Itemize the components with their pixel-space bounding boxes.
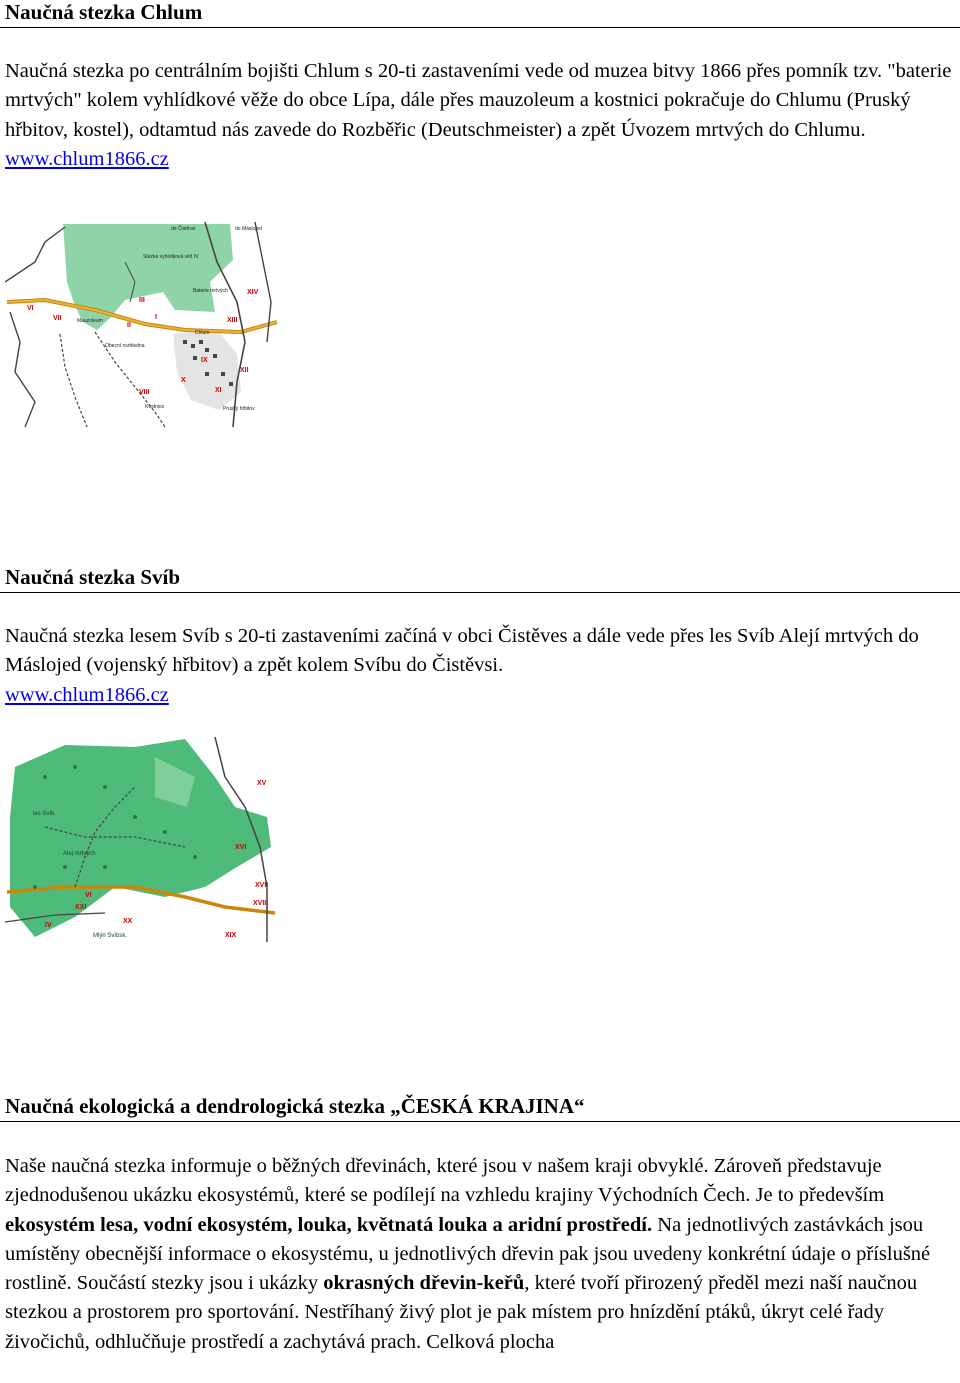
svg-text:Alej mrtvých: Alej mrtvých — [63, 851, 96, 857]
section-divider — [0, 27, 960, 28]
svg-text:XVII: XVII — [255, 882, 269, 889]
svg-text:III: III — [139, 297, 145, 304]
svg-text:XIX: XIX — [225, 932, 237, 939]
svg-text:VI: VI — [27, 305, 34, 312]
map-svib — [5, 737, 280, 944]
text-run: Na jednotlivých zastávkách jsou umístěny obecnější informace o ekosystému, u jednotlivých dřevin pak jsou uvedeny konkrétní údaje o příslušné rostlině. Součástí stezky jsou i ukázky — [5, 1213, 931, 1295]
map-chlum — [5, 222, 280, 429]
svg-text:XVIII: XVIII — [253, 900, 269, 907]
section-title-ceska-krajina: Naučná ekologická a dendrologická stezka „ČESKÁ KRAJINA“ — [5, 1094, 585, 1118]
svg-text:do Máslojed: do Máslojed — [235, 226, 262, 232]
svg-text:XIV: XIV — [247, 289, 259, 296]
svg-text:VI: VI — [85, 892, 92, 899]
section-text-chlum — [5, 57, 957, 174]
svg-text:XXI: XXI — [75, 904, 87, 911]
svg-text:XV: XV — [257, 780, 267, 787]
svg-text:Chlum: Chlum — [195, 330, 210, 336]
svg-text:II: II — [127, 322, 131, 329]
svg-text:XX: XX — [123, 918, 133, 925]
svg-text:do Čistěvsi: do Čistěvsi — [171, 226, 196, 232]
svg-text:IX: IX — [201, 357, 208, 364]
svg-text:Baterie mrtvých: Baterie mrtvých — [193, 288, 228, 294]
website-link[interactable]: www.chlum1866.cz — [5, 683, 169, 706]
svg-text:X: X — [181, 377, 186, 384]
section-divider — [0, 592, 960, 593]
text-run: , které tvoří přirozený předěl mezi naší naučnou stezkou a prostorem pro sportování. Nestříhaný živý plot je pak místem pro hnízdění ptáků, úkryt celé řady živočichů, odhlučňuje prostředí a zachytává prach. Celková plocha — [5, 1272, 918, 1353]
section-text-ceska-krajina — [5, 1152, 957, 1357]
svg-text:XVI: XVI — [235, 844, 247, 851]
website-link[interactable]: www.chlum1866.cz — [5, 147, 169, 170]
svg-text:Kostnice: Kostnice — [145, 404, 165, 410]
svg-text:les Svíb: les Svíb — [33, 811, 55, 817]
svg-text:Mlýn Svíbsk.: Mlýn Svíbsk. — [93, 933, 128, 939]
section-body-svib: Naučná stezka lesem Svíb s 20-ti zastaveními začíná v obci Čistěves a dále vede přes les Svíb Alejí mrtvých do Máslojed (vojenský hřbitov) a zpět kolem Svíbu do Čistěvsi. — [5, 625, 919, 677]
svg-text:Pruský hřbitov: Pruský hřbitov — [223, 406, 255, 412]
section-body-chlum: Naučná stezka po centrálním bojišti Chlum s 20-ti zastaveními vede od muzea bitvy 1866 přes pomník tzv. "baterie mrtvých" kolem vyhlídkové věže do obce Lípa, dále přes mauzoleum a kostnici pokračuje do Chlumu (Pruský hřbitov, kostel), odtamtud nás zavede do Rozběřic (Deutschmeister) a zpět Úvozem mrtvých do Chlumu. — [5, 60, 952, 141]
svg-text:IV: IV — [45, 922, 52, 929]
svg-text:Obecní rozhledna: Obecní rozhledna — [105, 343, 145, 349]
svg-text:VIII: VIII — [139, 389, 150, 396]
svg-text:XI: XI — [215, 387, 222, 394]
svg-text:Stezka vyhlídková věž IV: Stezka vyhlídková věž IV — [143, 254, 199, 260]
svg-text:XII: XII — [240, 367, 249, 374]
svg-text:XIII: XIII — [227, 317, 238, 324]
text-run-bold: okrasných dřevin-keřů — [323, 1272, 525, 1295]
svg-text:Mauzoleum: Mauzoleum — [77, 318, 103, 324]
svg-text:VII: VII — [53, 315, 62, 322]
section-text-svib — [5, 622, 957, 710]
section-divider — [0, 1121, 960, 1122]
section-title-svib: Naučná stezka Svíb — [5, 565, 181, 589]
section-title-chlum: Naučná stezka Chlum — [5, 0, 203, 24]
text-run: Naše naučná stezka informuje o běžných dřevinách, které jsou v našem kraji obvyklé. Zároveň představuje zjednodušenou ukázku ekosystémů, které se podílejí na vzhledu krajiny Východních Čech. Je to především — [5, 1155, 885, 1207]
text-run-bold: ekosystém lesa, vodní ekosystém, louka, květnatá louka a aridní prostředí. — [5, 1213, 653, 1236]
svg-text:I: I — [155, 314, 157, 321]
